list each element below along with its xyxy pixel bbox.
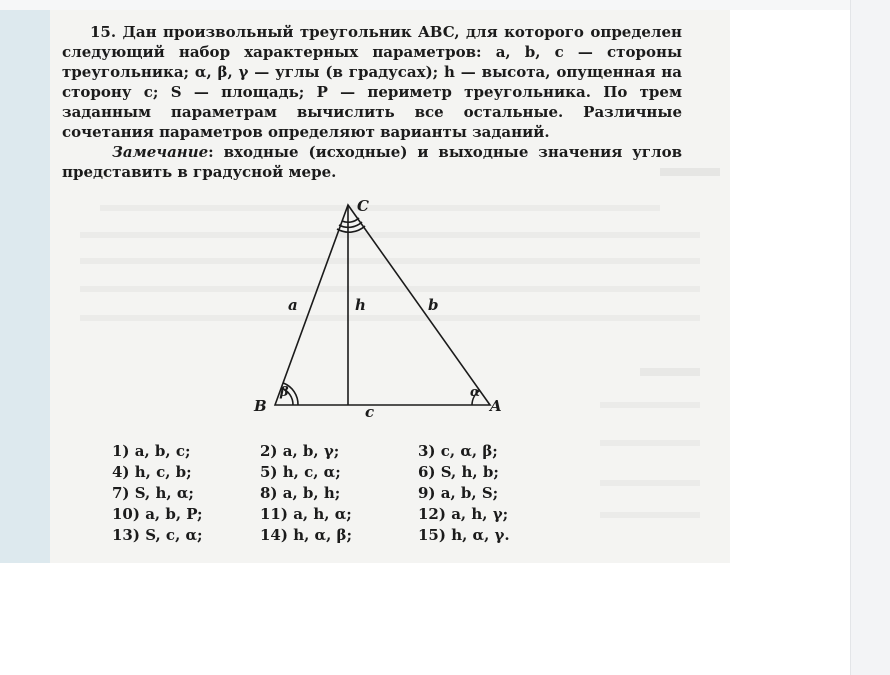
variant-item: 7) S, h, α; (112, 484, 194, 502)
variant-item: 14) h, α, β; (260, 526, 353, 544)
angle-beta-label: β (280, 385, 289, 400)
vertex-c-label: C (357, 197, 369, 215)
problem-text (62, 22, 682, 182)
angle-alpha-label: α (470, 385, 481, 400)
side-c-label: c (365, 403, 375, 421)
variant-item: 4) h, c, b; (112, 463, 192, 481)
variant-item: 11) a, h, α; (260, 505, 352, 523)
variant-item: 2) a, b, γ; (260, 442, 340, 460)
triangle-figure (250, 195, 520, 420)
variants-list (112, 442, 568, 545)
note-label: Замечание (112, 143, 209, 161)
angle-gamma-arc-1 (342, 218, 359, 222)
variant-item: 13) S, c, α; (112, 526, 203, 544)
variant-item: 1) a, b, c; (112, 442, 191, 460)
variant-item: 5) h, c, α; (260, 463, 341, 481)
problem-statement: Дан произвольный треугольник ABC, для которого определен следующий набор характерных параметров: a, b, c — стороны треугольника; α, β, γ — углы (в градусах); h — высота, опущенная на сторону c; S — площадь; P — периметр треугольника. По трем заданным параметрам вычислить все остальные. Различные сочетания параметров определяют варианты заданий. (62, 23, 682, 141)
note-text: : входные (исходные) и выходные значения углов представить в градусной мере. (62, 143, 682, 181)
right-side-panel (850, 0, 890, 675)
problem-number: 15. (90, 23, 117, 41)
variant-item: 3) c, α, β; (418, 442, 498, 460)
variant-item: 12) a, h, γ; (418, 505, 509, 523)
top-bar (0, 0, 850, 10)
variant-item: 15) h, α, γ. (418, 526, 510, 544)
left-margin-strip (0, 10, 50, 563)
note-paragraph (62, 142, 682, 182)
variant-item: 10) a, b, P; (112, 505, 203, 523)
vertex-a-label: A (490, 397, 502, 415)
triangle-outline (275, 205, 490, 405)
variant-item: 6) S, h, b; (418, 463, 499, 481)
variant-item: 8) a, b, h; (260, 484, 341, 502)
side-b-label: b (428, 296, 439, 314)
vertex-b-label: B (254, 397, 267, 415)
side-a-label: a (288, 296, 298, 314)
height-label: h (355, 296, 366, 314)
variant-item: 9) a, b, S; (418, 484, 499, 502)
